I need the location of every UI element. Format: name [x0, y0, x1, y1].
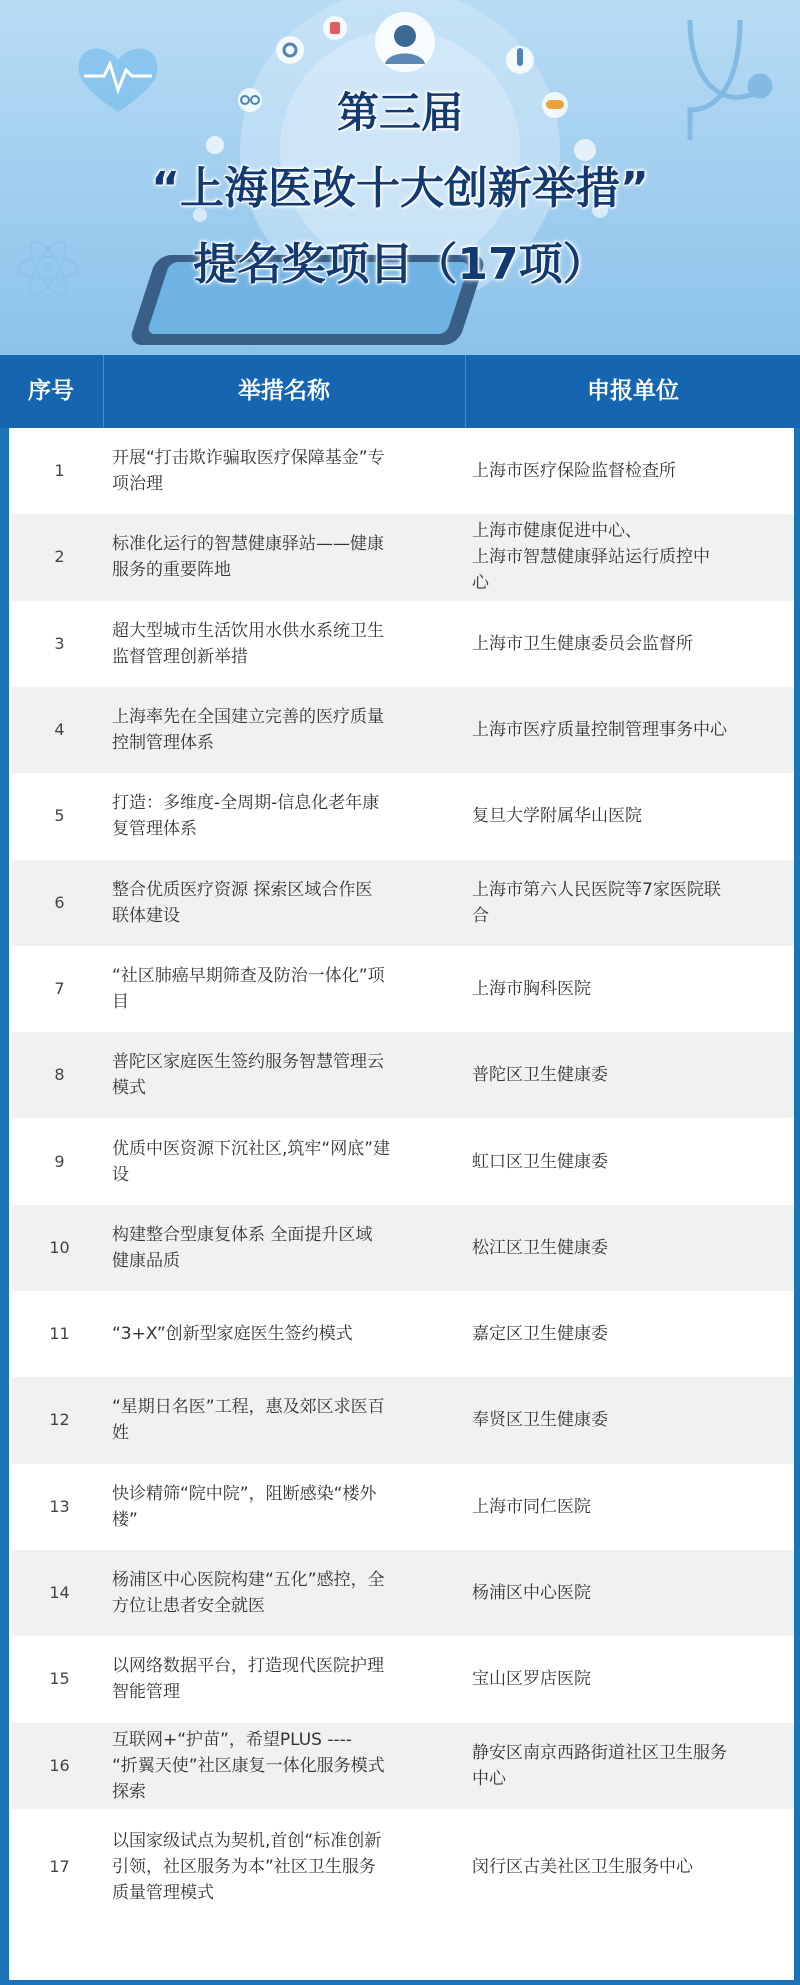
medicine-icon: [323, 16, 347, 40]
applicant-unit-cell: [472, 428, 772, 514]
table-row: [12, 1205, 794, 1291]
table-row: [12, 860, 794, 946]
table-row: [12, 428, 794, 514]
applicant-unit-cell: [472, 1205, 772, 1291]
applicant-unit-line: 上海市同仁医院: [472, 1496, 591, 1517]
applicant-unit-line: 奉贤区卫生健康委: [472, 1410, 608, 1431]
measure-name-line: 探索: [112, 1781, 146, 1802]
applicant-unit-line: 松江区卫生健康委: [472, 1237, 608, 1258]
table-row: [12, 946, 794, 1032]
applicant-unit-line: 嘉定区卫生健康委: [472, 1324, 608, 1345]
measure-name-cell: [112, 773, 442, 859]
measure-name-line: 目: [112, 991, 129, 1012]
applicant-unit-line: 复旦大学附属华山医院: [472, 806, 642, 827]
measure-name-line: “折翼天使”社区康复一体化服务模式: [112, 1755, 385, 1776]
measure-name-line: 引领，社区服务为本”社区卫生服务: [112, 1857, 376, 1878]
measure-name-line: 服务的重要阵地: [112, 560, 231, 581]
applicant-unit-cell: [472, 601, 772, 687]
applicant-unit-line: 虹口区卫生健康委: [472, 1151, 608, 1172]
measure-name-cell: [112, 1118, 442, 1204]
banner-title-line2: “上海医改十大创新举措”: [151, 163, 649, 214]
applicant-unit-line: 上海市智慧健康驿站运行质控中: [472, 547, 710, 568]
thermometer-icon: [506, 46, 534, 74]
measure-name-line: “星期日名医”工程，惠及郊区求医百: [112, 1397, 385, 1418]
applicant-unit-cell: [472, 1118, 772, 1204]
measure-name-line: 以网络数据平台，打造现代医院护理: [112, 1656, 384, 1677]
measure-name-cell: [112, 514, 442, 600]
table-row: [12, 1809, 794, 1926]
bottom-band: [0, 1980, 800, 1985]
measure-name-line: 上海率先在全国建立完善的医疗质量: [112, 707, 384, 728]
applicant-unit-cell: [472, 1636, 772, 1722]
gear-icon: [276, 36, 304, 64]
row-number: 10: [49, 1237, 70, 1257]
header-number: 序号: [28, 378, 74, 404]
row-number: 1: [54, 461, 65, 481]
measure-name-cell: [112, 1809, 442, 1926]
table-row: [12, 687, 794, 773]
row-number: 7: [54, 978, 65, 998]
table-body: [9, 428, 794, 1980]
table-row: [12, 1032, 794, 1118]
applicant-unit-line: 普陀区卫生健康委: [472, 1065, 608, 1086]
measure-name-line: 整合优质医疗资源 探索区域合作医: [112, 879, 373, 900]
banner: [0, 0, 800, 355]
measure-name-line: 楼”: [112, 1509, 138, 1530]
applicant-unit-cell: [472, 946, 772, 1032]
measure-name-line: 打造：多维度-全周期-信息化老年康: [112, 793, 380, 814]
row-number: 9: [54, 1151, 65, 1171]
measure-name-line: 杨浦区中心医院构建“五化”感控，全: [112, 1570, 385, 1591]
banner-title-line3: 提名奖项目（17项）: [193, 239, 607, 290]
applicant-unit-line: 宝山区罗店医院: [472, 1669, 591, 1690]
applicant-unit-line: 心: [472, 573, 489, 594]
measure-name-line: 智能管理: [112, 1682, 180, 1703]
measure-name-line: 超大型城市生活饮用水供水系统卫生: [112, 620, 384, 641]
doctor-avatar-icon: [375, 12, 435, 72]
measure-name-cell: [112, 428, 442, 514]
applicant-unit-line: 中心: [472, 1768, 506, 1789]
measure-name-cell: [112, 860, 442, 946]
banner-title-line1: 第三届: [336, 88, 463, 137]
measure-name-line: 项治理: [112, 474, 163, 495]
applicant-unit-cell: [472, 1723, 772, 1809]
row-number: 8: [54, 1065, 65, 1085]
measure-name-line: “社区肺癌早期筛查及防治一体化”项: [112, 965, 385, 986]
table-row: [12, 1377, 794, 1463]
measure-name-line: 健康品质: [112, 1250, 180, 1271]
measure-name-line: 方位让患者安全就医: [112, 1596, 265, 1617]
table-row: [12, 1550, 794, 1636]
table-row: [12, 1636, 794, 1722]
measure-name-line: 标准化运行的智慧健康驿站——健康: [112, 534, 384, 555]
measure-name-cell: [112, 1723, 442, 1809]
applicant-unit-cell: [472, 773, 772, 859]
measure-name-line: 互联网+“护苗”，希望PLUS ----: [112, 1729, 352, 1750]
row-number: 13: [49, 1496, 70, 1516]
table-row: [12, 601, 794, 687]
row-number: 11: [49, 1324, 70, 1344]
measure-name-line: “3+X”创新型家庭医生签约模式: [112, 1324, 353, 1345]
row-number: 15: [49, 1669, 70, 1689]
measure-name-line: 质量管理模式: [112, 1883, 214, 1904]
row-number: 3: [54, 633, 65, 653]
table-header: [0, 355, 800, 428]
applicant-unit-line: 上海市第六人民医院等7家医院联: [472, 879, 721, 900]
applicant-unit-cell: [472, 1550, 772, 1636]
measure-name-line: 开展“打击欺诈骗取医疗保障基金”专: [112, 448, 385, 469]
applicant-unit-line: 上海市医疗保险监督检查所: [472, 461, 676, 482]
applicant-unit-cell: [472, 1809, 772, 1926]
measure-name-cell: [112, 1464, 442, 1550]
measure-name-line: 设: [112, 1164, 129, 1185]
applicant-unit-cell: [472, 687, 772, 773]
table-row: [12, 1118, 794, 1204]
applicant-unit-cell: [472, 514, 772, 600]
row-number: 5: [54, 806, 65, 826]
measure-name-cell: [112, 1636, 442, 1722]
table-row: [12, 1723, 794, 1809]
measure-name-cell: [112, 1205, 442, 1291]
measure-name-cell: [112, 601, 442, 687]
row-number: 2: [54, 547, 65, 567]
row-number: 12: [49, 1410, 70, 1430]
measure-name-line: 构建整合型康复体系 全面提升区域: [112, 1224, 373, 1245]
applicant-unit-line: 闵行区古美社区卫生服务中心: [472, 1857, 693, 1878]
table-row: [12, 773, 794, 859]
table-row: [12, 1291, 794, 1377]
measure-name-cell: [112, 1032, 442, 1118]
applicant-unit-line: 静安区南京西路街道社区卫生服务: [472, 1742, 727, 1763]
measure-name-line: 优质中医资源下沉社区,筑牢“网底”建: [112, 1138, 391, 1159]
measure-name-line: 复管理体系: [112, 819, 197, 840]
applicant-unit-line: 上海市卫生健康委员会监督所: [472, 633, 693, 654]
measure-name-line: 联体建设: [112, 905, 180, 926]
row-number: 16: [49, 1755, 70, 1775]
measure-name-line: 普陀区家庭医生签约服务智慧管理云: [112, 1052, 384, 1073]
row-number: 17: [49, 1857, 70, 1877]
row-number: 6: [54, 892, 65, 912]
table-row: [12, 1464, 794, 1550]
header-measure-name: 举措名称: [238, 378, 330, 404]
measure-name-line: 快诊精筛“院中院”，阻断感染“楼外: [112, 1483, 377, 1504]
measure-name-cell: [112, 946, 442, 1032]
measure-name-line: 姓: [112, 1423, 129, 1444]
measure-name-cell: [112, 687, 442, 773]
applicant-unit-line: 杨浦区中心医院: [472, 1583, 591, 1604]
applicant-unit-line: 上海市医疗质量控制管理事务中心: [472, 720, 727, 741]
measure-name-cell: [112, 1291, 442, 1377]
measure-name-cell: [112, 1377, 442, 1463]
applicant-unit-cell: [472, 860, 772, 946]
table-row: [12, 514, 794, 600]
row-number: 4: [54, 720, 65, 740]
applicant-unit-line: 合: [472, 905, 489, 926]
measure-name-line: 以国家级试点为契机,首创“标准创新: [112, 1831, 382, 1852]
applicant-unit-line: 上海市健康促进中心、: [472, 521, 642, 542]
measure-name-line: 控制管理体系: [112, 733, 214, 754]
applicant-unit-cell: [472, 1291, 772, 1377]
measure-name-cell: [112, 1550, 442, 1636]
applicant-unit-cell: [472, 1377, 772, 1463]
measure-name-line: 模式: [112, 1078, 146, 1099]
applicant-unit-cell: [472, 1464, 772, 1550]
applicant-unit-cell: [472, 1032, 772, 1118]
row-number: 14: [49, 1583, 70, 1603]
applicant-unit-line: 上海市胸科医院: [472, 978, 591, 999]
measure-name-line: 监督管理创新举措: [112, 646, 248, 667]
header-applicant-unit: 申报单位: [587, 378, 679, 404]
